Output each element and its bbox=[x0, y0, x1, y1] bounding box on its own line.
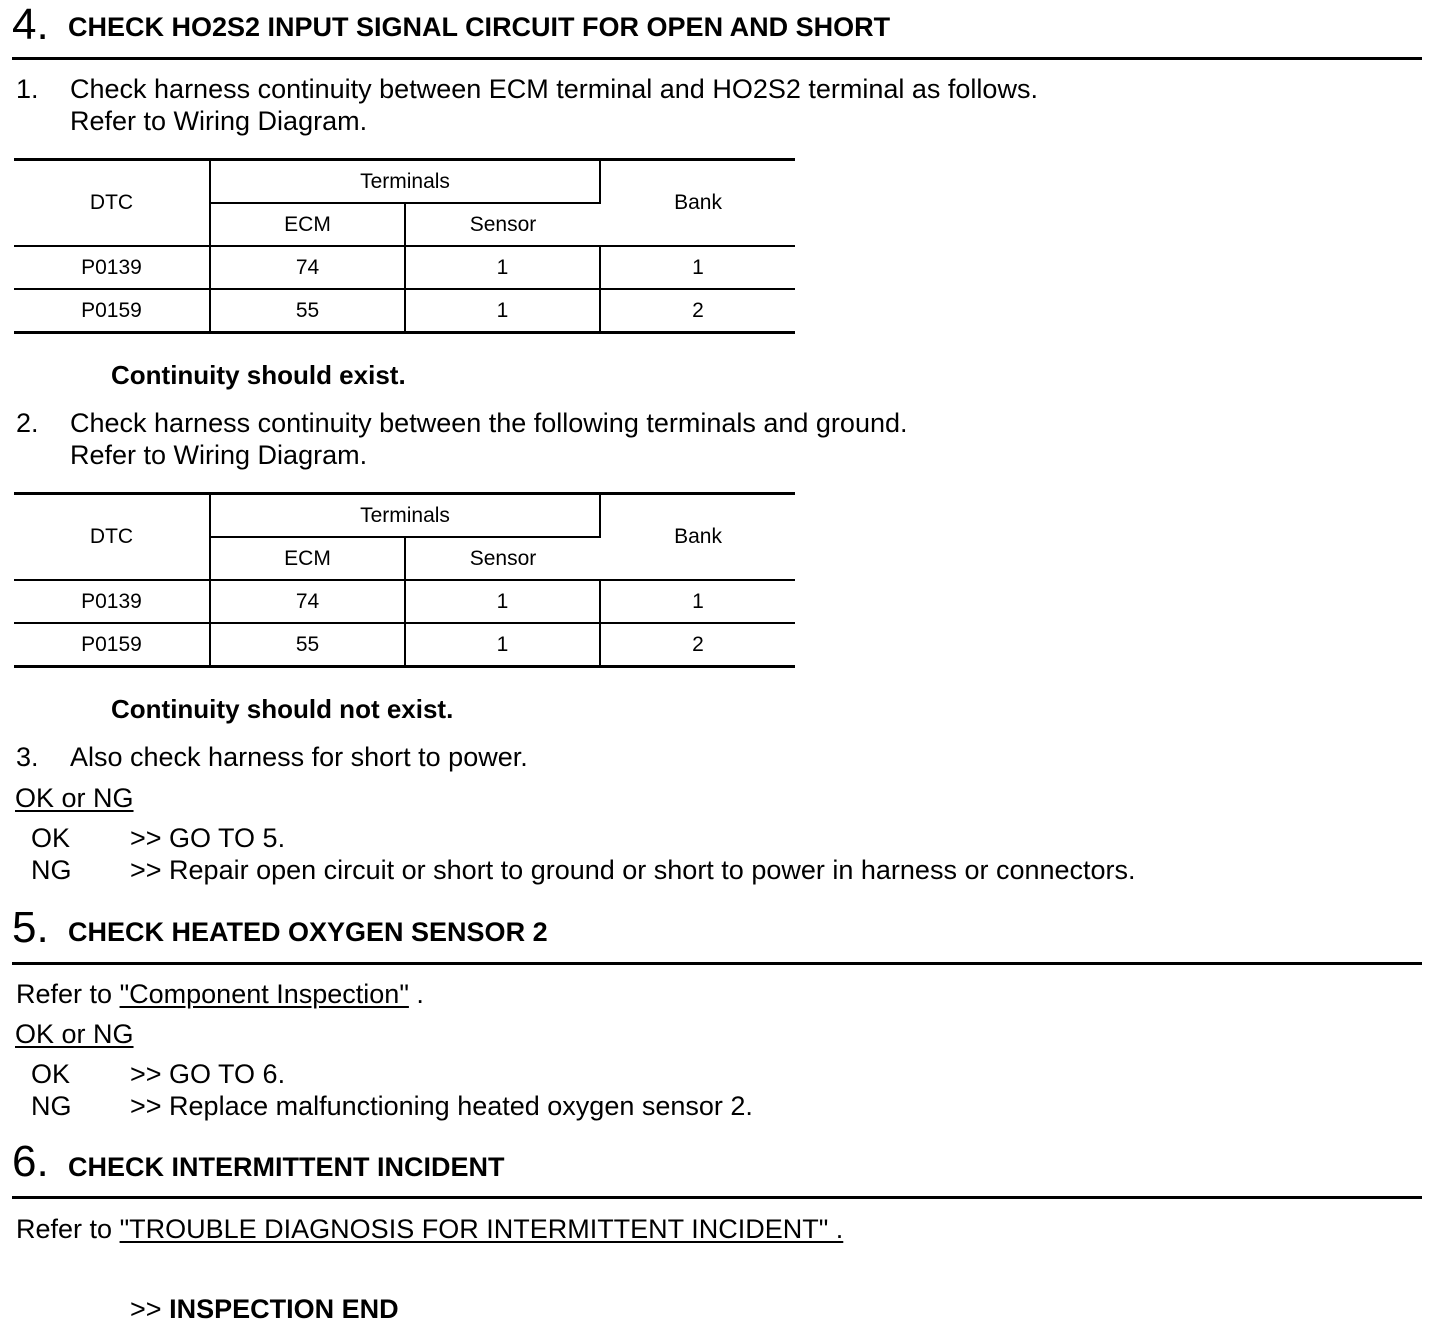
table-2-header-dtc: DTC bbox=[14, 494, 210, 581]
item-3-line1: Also check harness for short to power. bbox=[70, 742, 528, 772]
table-1-header-dtc: DTC bbox=[14, 160, 210, 247]
table-1-header-terminals: Terminals bbox=[210, 160, 600, 204]
ok-action: >> GO TO 6. bbox=[130, 1059, 286, 1089]
step-6-rule bbox=[12, 1196, 1422, 1199]
ng-label: NG bbox=[31, 855, 72, 885]
table-2-header-sensor: Sensor bbox=[405, 537, 600, 580]
step-4-rule bbox=[12, 57, 1422, 60]
ok-or-ng-label: OK or NG bbox=[15, 783, 134, 813]
step-5-refer bbox=[16, 978, 424, 1010]
step-5-rule bbox=[12, 962, 1422, 965]
table-1-header-bank: Bank bbox=[600, 160, 795, 247]
terminal-table-2 bbox=[14, 492, 795, 668]
component-inspection-link[interactable]: "Component Inspection" bbox=[119, 979, 409, 1009]
result-1-text: Continuity should exist. bbox=[111, 360, 406, 390]
table-2-cell-ecm: 55 bbox=[210, 623, 405, 667]
table-2-cell-dtc: P0159 bbox=[14, 623, 210, 667]
table-2-cell-ecm: 74 bbox=[210, 580, 405, 623]
ng-action: >> Repair open circuit or short to ground or short to power in harness or connectors. bbox=[130, 855, 1136, 885]
table-2-cell-bank: 1 bbox=[600, 580, 795, 623]
table-1-cell-dtc: P0159 bbox=[14, 289, 210, 333]
end-text: INSPECTION END bbox=[169, 1294, 399, 1324]
table-row bbox=[14, 289, 795, 333]
terminal-table-1 bbox=[14, 158, 795, 334]
table-1-header-ecm: ECM bbox=[210, 203, 405, 246]
table-1-cell-bank: 2 bbox=[600, 289, 795, 333]
refer-prefix: Refer to bbox=[16, 1214, 113, 1244]
end-arrow: >> bbox=[130, 1294, 162, 1324]
table-1-cell-ecm: 74 bbox=[210, 246, 405, 289]
table-2-header-ecm: ECM bbox=[210, 537, 405, 580]
ng-action: >> Replace malfunctioning heated oxygen sensor 2. bbox=[130, 1091, 753, 1121]
step-5-number: 5. bbox=[12, 903, 49, 952]
step-6-title: CHECK INTERMITTENT INCIDENT bbox=[68, 1152, 505, 1182]
ok-label: OK bbox=[31, 823, 71, 853]
table-1-header-sensor: Sensor bbox=[405, 203, 600, 246]
item-3-number: 3. bbox=[16, 742, 39, 772]
ng-label: NG bbox=[31, 1091, 72, 1121]
refer-suffix: . bbox=[416, 979, 424, 1009]
table-2-cell-sensor: 1 bbox=[405, 623, 600, 667]
ok-or-ng-label: OK or NG bbox=[15, 1019, 134, 1049]
table-1-cell-sensor: 1 bbox=[405, 246, 600, 289]
step-4-title: CHECK HO2S2 INPUT SIGNAL CIRCUIT FOR OPEN AND SHORT bbox=[68, 12, 891, 42]
result-2-text: Continuity should not exist. bbox=[111, 694, 454, 724]
intermittent-incident-link[interactable]: "TROUBLE DIAGNOSIS FOR INTERMITTENT INCIDENT" . bbox=[119, 1214, 844, 1244]
table-row bbox=[14, 246, 795, 289]
step-5-title: CHECK HEATED OXYGEN SENSOR 2 bbox=[68, 917, 548, 947]
item-1-number: 1. bbox=[16, 74, 39, 104]
table-2-header-terminals: Terminals bbox=[210, 494, 600, 538]
item-2-line1: Check harness continuity between the following terminals and ground. bbox=[70, 408, 908, 438]
table-2-cell-bank: 2 bbox=[600, 623, 795, 667]
step-6-number: 6. bbox=[12, 1137, 49, 1186]
step-4-number: 4. bbox=[12, 0, 49, 49]
item-1-line1: Check harness continuity between ECM terminal and HO2S2 terminal as follows. bbox=[70, 74, 1038, 104]
item-1-line2: Refer to Wiring Diagram. bbox=[70, 106, 368, 136]
inspection-end bbox=[130, 1293, 399, 1325]
table-row bbox=[14, 623, 795, 667]
table-2-cell-dtc: P0139 bbox=[14, 580, 210, 623]
table-row bbox=[14, 580, 795, 623]
item-2-line2: Refer to Wiring Diagram. bbox=[70, 440, 368, 470]
table-2-header-bank: Bank bbox=[600, 494, 795, 581]
refer-prefix: Refer to bbox=[16, 979, 113, 1009]
table-1-cell-dtc: P0139 bbox=[14, 246, 210, 289]
table-1-cell-ecm: 55 bbox=[210, 289, 405, 333]
step-6-refer bbox=[16, 1213, 998, 1245]
table-1-cell-sensor: 1 bbox=[405, 289, 600, 333]
ok-action: >> GO TO 5. bbox=[130, 823, 286, 853]
table-2-cell-sensor: 1 bbox=[405, 580, 600, 623]
item-2-number: 2. bbox=[16, 408, 39, 438]
table-1-cell-bank: 1 bbox=[600, 246, 795, 289]
ok-label: OK bbox=[31, 1059, 71, 1089]
